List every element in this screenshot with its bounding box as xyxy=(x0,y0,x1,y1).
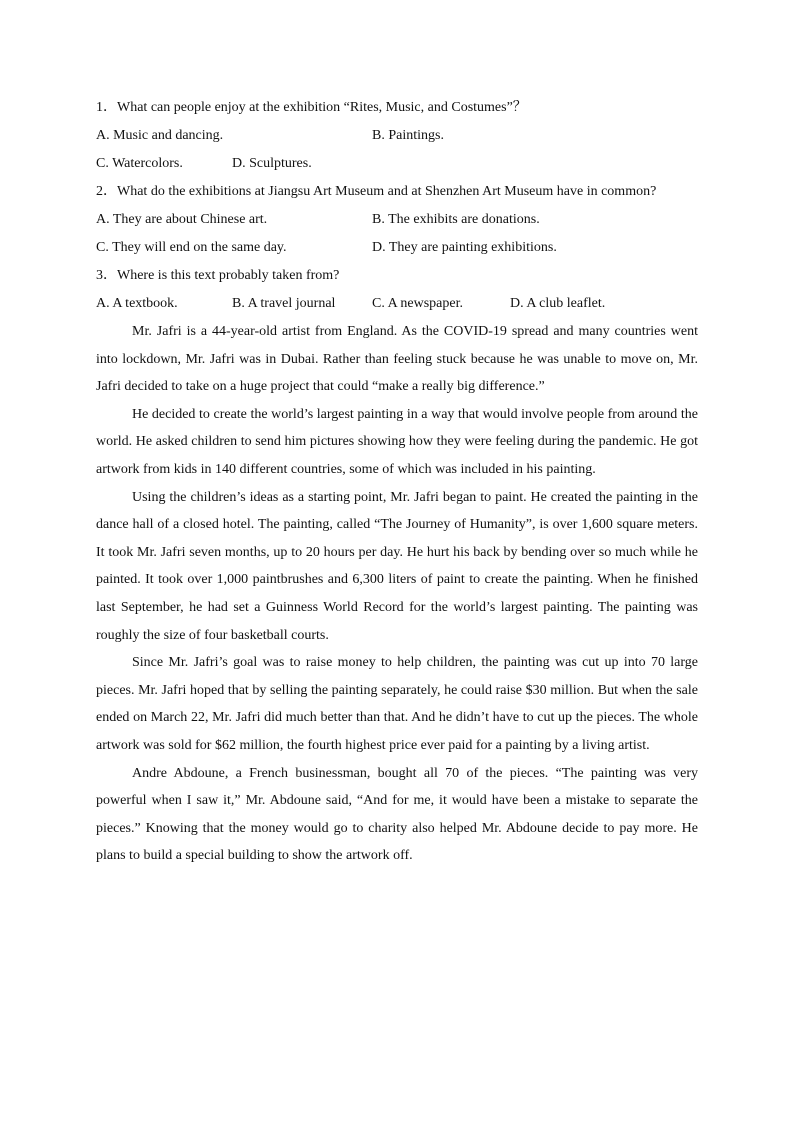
passage-paragraph-4: Since Mr. Jafri’s goal was to raise money to help children, the painting was cut up into 70 large pieces. Mr. Jafri hoped that by selling the painting separately, he could raise $30 million. But when the sale ended on March 22, Mr. Jafri did much better than that. And he didn’t have to cut up the pieces. The whole artwork was sold for $62 million, the fourth highest price ever paid for a painting by a living artist. xyxy=(96,655,698,753)
passage-paragraph-3: Using the children’s ideas as a starting point, Mr. Jafri began to paint. He created the painting in the dance hall of a closed hotel. The painting, called “The Journey of Humanity”, is over 1,600 square meters. It took Mr. Jafri seven months, up to 20 hours per day. He hurt his back by bending over so much while he painted. It took over 1,000 paintbrushes and 6,300 liters of paint to create the painting. When he finished last September, he had set a Guinness World Record for the world’s largest painting. The painting was roughly the size of four basketball courts. xyxy=(96,489,698,643)
question-1 xyxy=(96,94,698,122)
question-text: What can people enjoy at the exhibition “Rites, Music, and Costumes”？ xyxy=(117,100,527,115)
passage-paragraph-5: Andre Abdoune, a French businessman, bought all 70 of the pieces. “The painting was very powerful when I saw it,” Mr. Abdoune said, “And for me, it would have been a mistake to separate the pieces.” Knowing that the money would go to charity also helped Mr. Abdoune decide to pay more. He plans to build a special building to show the artwork off. xyxy=(96,765,698,864)
question-text: What do the exhibitions at Jiangsu Art Museum and at Shenzhen Art Museum have in common? xyxy=(117,184,657,199)
option-a[interactable]: A. Music and dancing. xyxy=(96,128,224,143)
passage-paragraph-1: Mr. Jafri is a 44-year-old artist from England. As the COVID-19 spread and many countries went into lockdown, Mr. Jafri was in Dubai. Rather than feeling stuck because he was unable to move on, Mr. Jafri decided to take on a huge project that could “make a really big difference.” xyxy=(96,324,698,395)
question-number: 2． xyxy=(96,184,117,199)
question-2 xyxy=(96,178,698,206)
question-2-options-row-1 xyxy=(96,206,698,234)
option-b[interactable]: B. A travel journal xyxy=(232,296,336,311)
option-a[interactable]: A. They are about Chinese art. xyxy=(96,212,268,227)
question-1-options-row-1 xyxy=(96,122,698,150)
passage-paragraph-2: He decided to create the world’s largest painting in a way that would involve people from around the world. He asked children to send him pictures showing how they were feeling during the pandemic. He got artwork from kids in 140 different countries, some of which was included in his painting. xyxy=(96,406,698,477)
option-d[interactable]: D. A club leaflet. xyxy=(510,296,606,311)
question-2-options-row-2 xyxy=(96,234,698,262)
option-b[interactable]: B. The exhibits are donations. xyxy=(372,212,540,227)
question-number: 3． xyxy=(96,268,117,283)
question-number: 1． xyxy=(96,100,117,115)
option-c[interactable]: C. They will end on the same day. xyxy=(96,240,287,255)
option-c[interactable]: C. Watercolors. xyxy=(96,156,183,171)
question-1-options-row-2 xyxy=(96,150,698,178)
option-b[interactable]: B. Paintings. xyxy=(372,128,444,143)
document-content xyxy=(96,94,698,870)
option-a[interactable]: A. A textbook. xyxy=(96,296,178,311)
option-c[interactable]: C. A newspaper. xyxy=(372,296,463,311)
question-3 xyxy=(96,262,698,290)
question-3-options-row xyxy=(96,290,698,318)
option-d[interactable]: D. Sculptures. xyxy=(232,156,312,171)
option-d[interactable]: D. They are painting exhibitions. xyxy=(372,240,557,255)
question-text: Where is this text probably taken from? xyxy=(117,268,340,283)
